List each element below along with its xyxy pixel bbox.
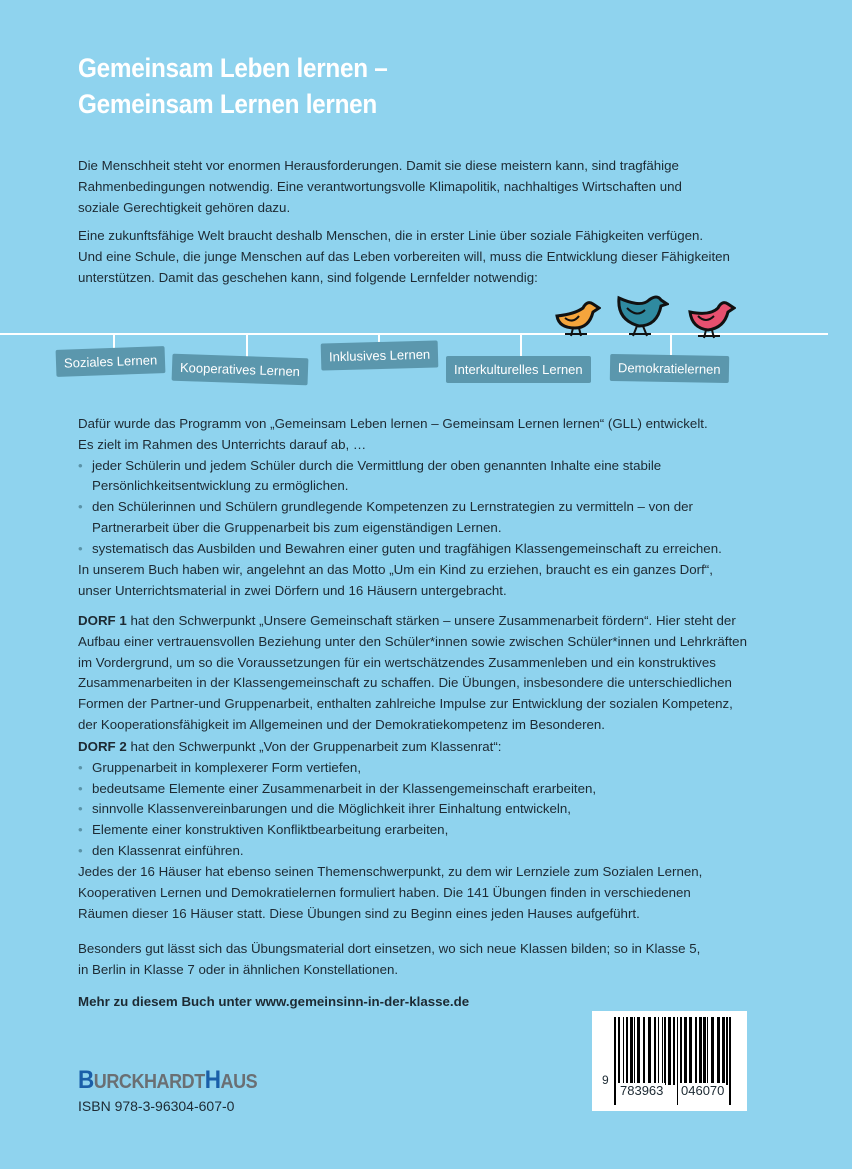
dorf1-label: DORF 1 [78,613,127,628]
text-line: Dafür wurde das Programm von „Gemeinsam Leben lernen – Gemeinsam Lernen lernen“ (GLL) entwickelt. [78,416,708,431]
barcode-bar [618,1017,620,1085]
text-line: soziale Gerechtigkeit gehören dazu. [78,199,291,215]
barcode-prefix: 9 [602,1073,609,1087]
houses-paragraph [78,862,702,924]
usage-paragraph [78,939,700,981]
barcode-bar [722,1017,725,1085]
barcode-bar [707,1017,708,1085]
intro-paragraph-2 [78,226,730,288]
tag-kooperatives-lernen: Kooperatives Lernen [172,354,309,386]
bullet-item: • systematisch das Ausbilden und Bewahren einer guten und tragfähigen Klassengemeinschaft zu erreichen. [78,539,722,560]
bullet-item: • jeder Schülerin und jedem Schüler durch die Vermittlung der oben genannten Inhalte eine stabile Persönlichkeitsentwicklung zu ermöglichen. [78,456,722,498]
dorf2-paragraph: DORF 2 hat den Schwerpunkt „Von der Gruppenarbeit zum Klassenrat“: • Gruppenarbeit in komplexerer Form vertiefen, • bedeutsame Elemente einer Zusammenarbeit in der Klassengemeinschaft erarbeiten, • sinnvolle Klassenvereinbarungen und die Möglichkeit ihrer Einhaltung entwickeln, • Elemente einer konstruktiven Konfliktbearbeitung erarbeiten, • den Klassenrat einführen. [78,737,596,862]
motto-paragraph [78,560,713,602]
barcode-bar [729,1017,731,1105]
intro-paragraph-1 [78,156,682,218]
text-line: unser Unterrichtsmaterial in zwei Dörfern und 16 Häusern untergebracht. [78,582,507,598]
text-line: Eine zukunftsfähige Welt braucht deshalb Menschen, die in erster Linie über soziale Fähigkeiten verfügen. [78,228,704,243]
text-line: Besonders gut lässt sich das Übungsmaterial dort einsetzen, wo sich neue Klassen bilden; so in Klasse 5, [78,941,701,956]
text-line: In unserem Buch haben wir, angelehnt an das Motto „Um ein Kind zu erziehen, braucht es ein ganzes Dorf“, [78,562,713,577]
barcode-bar [648,1017,651,1085]
bullet-item: • Elemente einer konstruktiven Konfliktbearbeitung erarbeiten, [78,820,596,841]
barcode-bar [643,1017,645,1085]
publisher-logo: BURCKHARDTHAUS [78,1066,258,1094]
dorf1-paragraph: DORF 1 hat den Schwerpunkt „Unsere Gemeinschaft stärken – unsere Zusammenarbeit fördern“. Hier steht der Aufbau einer vertrauensvollen Beziehung unter den Schüler*innen sowie zwischen Schüler*innen und Lehrkräften im Vordergrund, um so die Voraussetzungen für ein wertschätzendes Zusammenleben und ein konstruktives Zusammenarbeiten in der Klassengemeinschaft zu schaffen. Die Übungen, insbesondere die unterschiedlichen Formen der Partner-und Gruppenarbeit, enthalten zahlreiche Impulse zur Entwicklung der sozialen Kompetenz, der Kooperationsfähigkeit im Allgemeinen und der Demokratiekompetenz im Besonderen. [78,613,747,732]
barcode-bar [711,1017,714,1085]
barcode-bar [717,1017,720,1085]
barcode-bar [680,1017,682,1085]
bullet-item: • bedeutsame Elemente einer Zusammenarbeit in der Klassengemeinschaft erarbeiten, [78,779,596,800]
text-line: Die Menschheit steht vor enormen Herausforderungen. Damit sie diese meistern kann, sind tragfähige [78,158,679,173]
barcode-bar [626,1017,628,1085]
text-line: Räumen dieser 16 Häuser statt. Diese Übungen sind zu Beginn eines jeden Hauses aufgeführt. [78,905,640,921]
bird-icon [686,298,736,340]
bullet-item: • den Schülerinnen und Schülern grundlegende Kompetenzen zu Lernstrategien zu vermitteln – von der Partnerarbeit über die Gruppenarbeit bis zum eigenständigen Lernen. [78,497,722,539]
book-title [78,50,388,122]
text-line: Kooperativen Lernen und Demokratielernen formuliert haben. Die 141 Übungen finden in verschiedenen [78,884,691,900]
gll-paragraph [78,414,722,560]
barcode-group1: 783963 [620,1083,664,1098]
barcode-bar [673,1017,675,1085]
tag-demokratielernen: Demokratielernen [610,354,729,383]
barcode-bar [684,1017,687,1085]
barcode-bar [726,1017,728,1085]
barcode-bar [664,1017,666,1085]
bullet-item: • Gruppenarbeit in komplexerer Form vertiefen, [78,758,596,779]
text-line: Rahmenbedingungen notwendig. Eine verantwortungsvolle Klimapolitik, nachhaltiges Wirtschaften und [78,178,682,194]
text-line: Und eine Schule, die junge Menschen auf das Leben vorbereiten will, muss die Entwicklung dieser Fähigkeiten [78,248,730,264]
barcode [592,1011,747,1111]
bird-icon [613,292,669,338]
barcode-bar [658,1017,659,1085]
bullet-item: • den Klassenrat einführen. [78,841,596,862]
more-info-link[interactable]: Mehr zu diesem Buch unter www.gemeinsinn-in-der-klasse.de [78,994,470,1009]
barcode-bar [654,1017,656,1085]
text-line: unterstützen. Damit das geschehen kann, sind folgende Lernfelder notwendig: [78,269,538,285]
barcode-group2: 046070 [681,1083,725,1098]
bird-icon [553,298,601,338]
barcode-bar [695,1017,697,1085]
barcode-bar [703,1017,706,1085]
barcode-bar [668,1017,671,1085]
text-line: Jedes der 16 Häuser hat ebenso seinen Themenschwerpunkt, zu dem wir Lernziele zum Sozialen Lernen, [78,864,703,879]
text-line: Es zielt im Rahmen des Unterrichts darauf ab, … [78,436,367,452]
dorf2-label: DORF 2 [78,739,127,754]
title-line: Gemeinsam Lernen lernen [78,89,378,119]
barcode-bar [662,1017,663,1085]
barcode-bar [634,1017,635,1085]
barcode-bar [677,1017,678,1105]
barcode-bar [630,1017,633,1085]
text-line: in Berlin in Klasse 7 oder in ähnlichen Konstellationen. [78,961,399,977]
bullet-item: • sinnvolle Klassenvereinbarungen und die Möglichkeit ihrer Einhaltung entwickeln, [78,799,596,820]
barcode-bar [637,1017,640,1085]
barcode-bar [699,1017,702,1085]
tag-interkulturelles-lernen: Interkulturelles Lernen [446,356,591,383]
barcode-bar [614,1017,616,1105]
isbn-number: ISBN 978-3-96304-607-0 [78,1098,235,1114]
barcode-bar [689,1017,692,1085]
tag-inklusives-lernen: Inklusives Lernen [321,340,439,370]
barcode-bar [623,1017,624,1085]
tag-soziales-lernen: Soziales Lernen [56,346,166,377]
title-line: Gemeinsam Leben lernen – [78,53,388,83]
